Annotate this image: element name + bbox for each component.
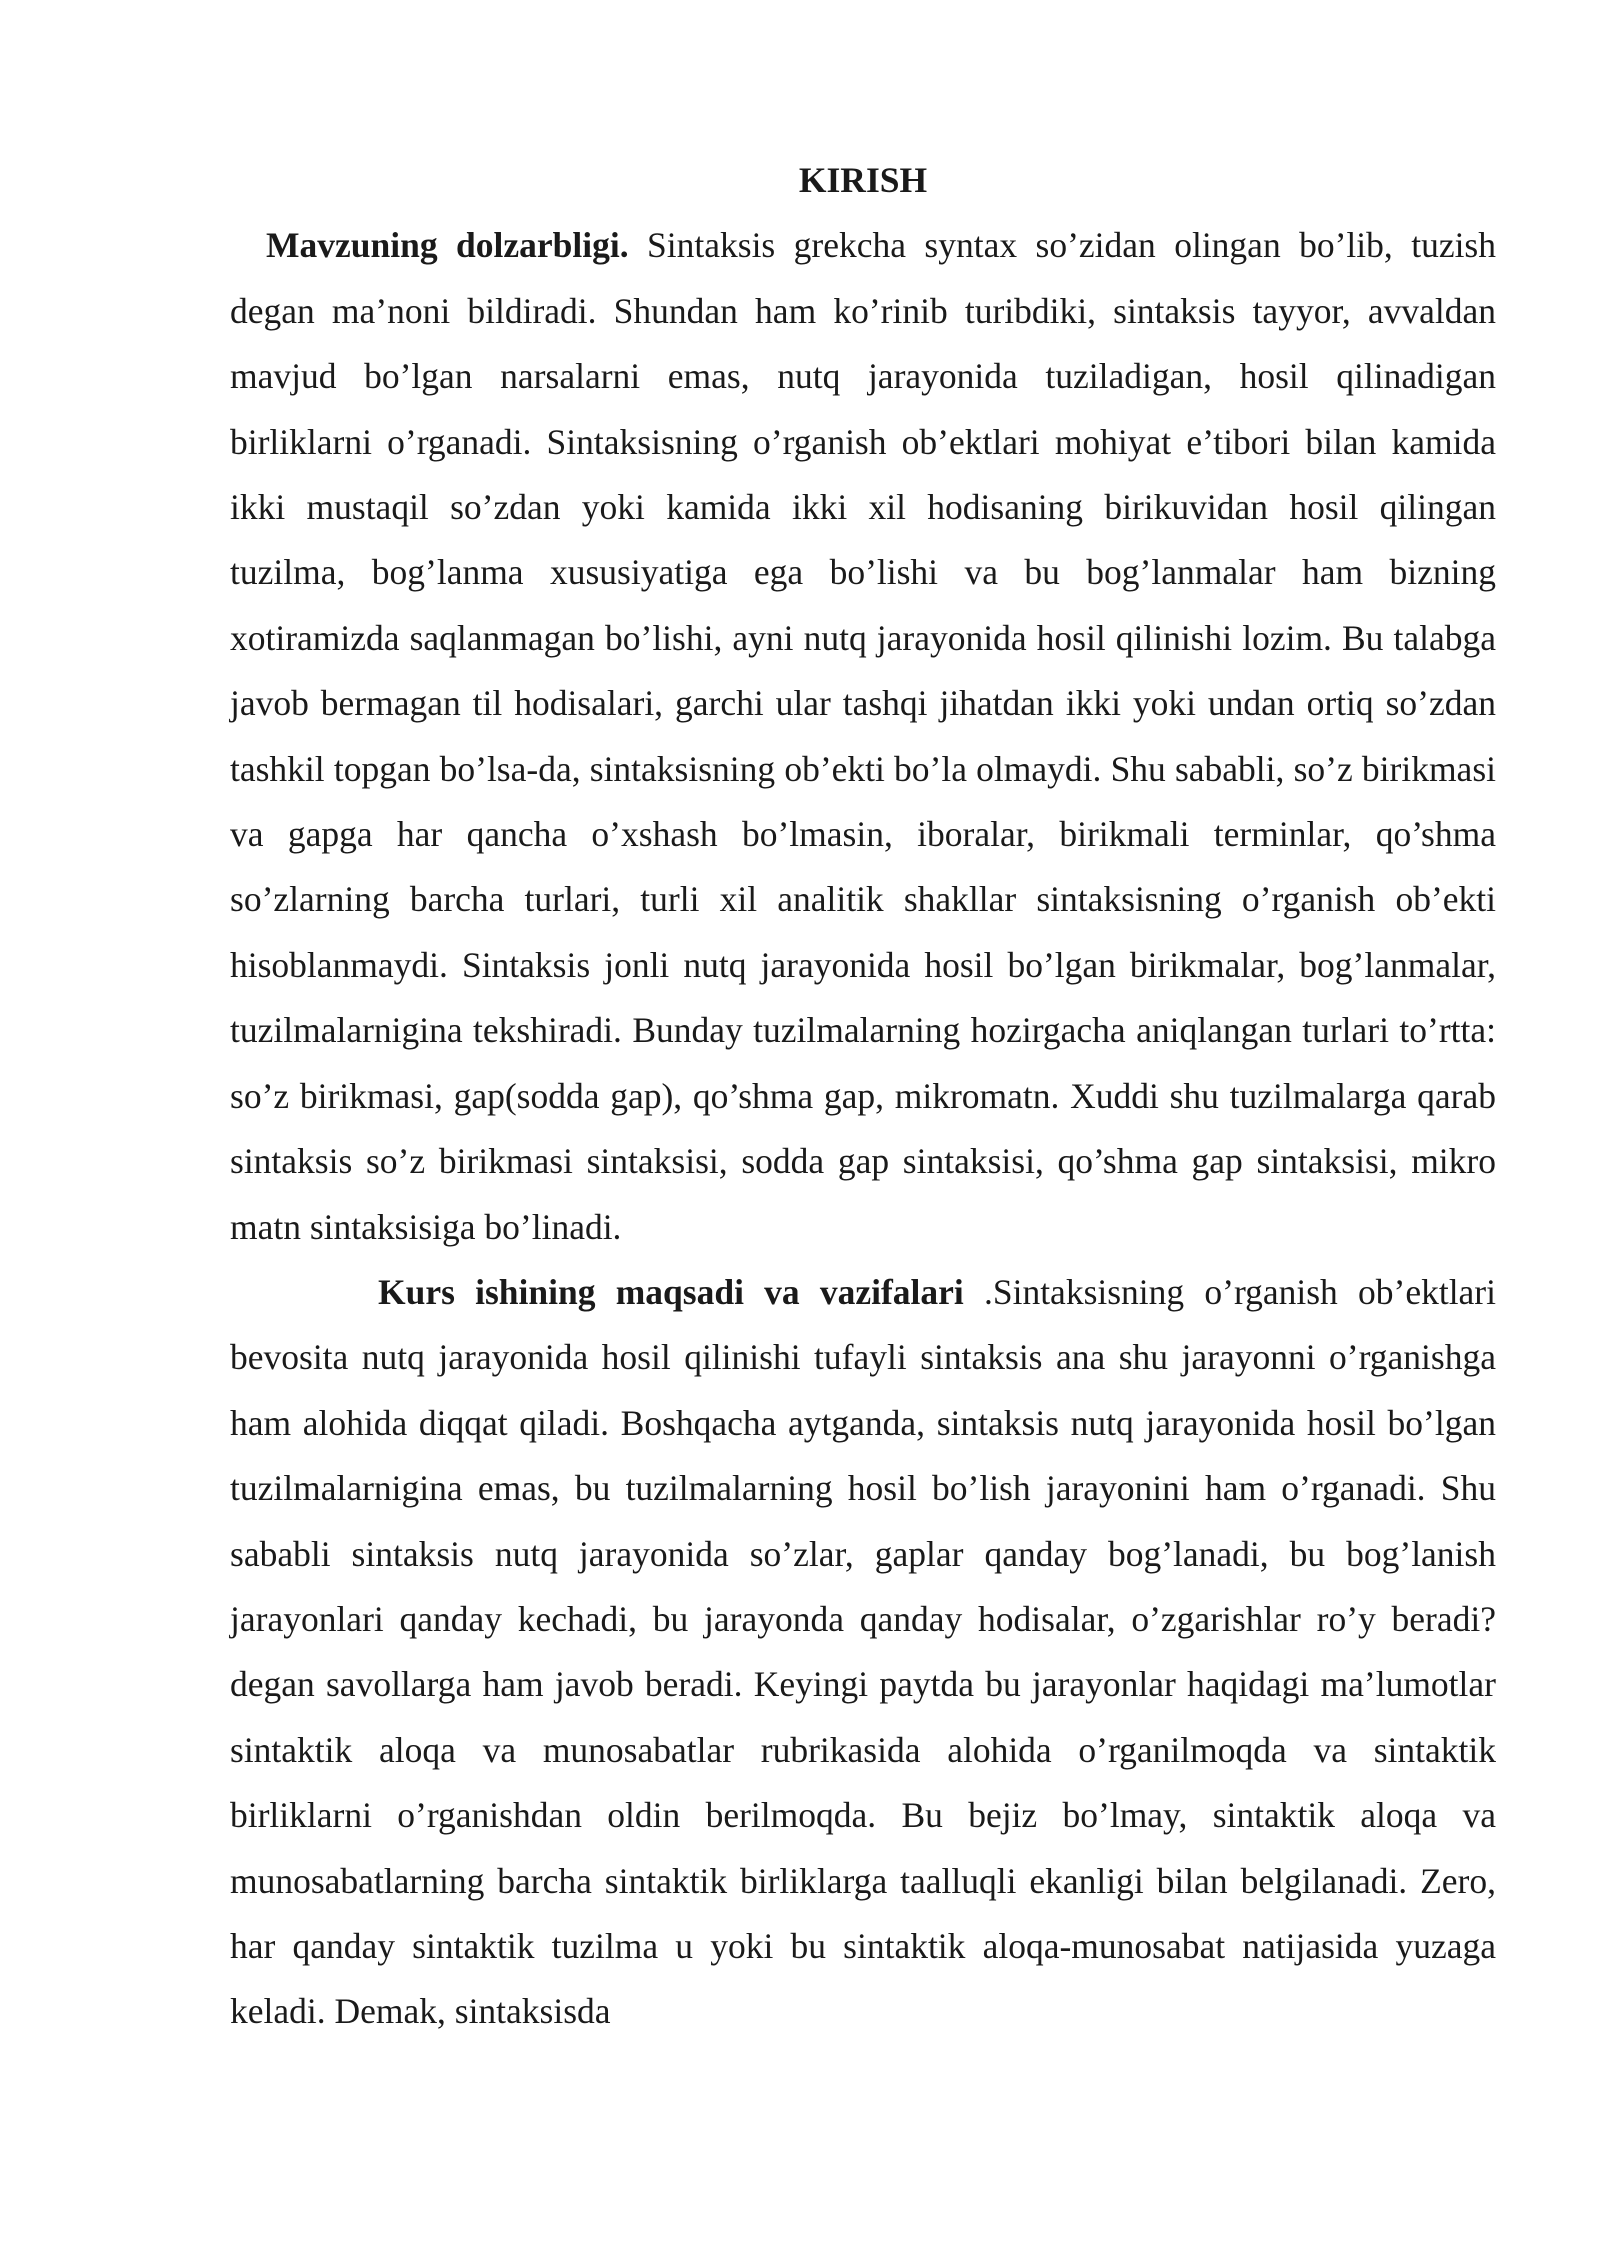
paragraph-goals: [230, 1260, 1496, 2045]
document-page: [230, 148, 1496, 2045]
paragraph-relevance: [230, 213, 1496, 1260]
paragraph-body-relevance: Sintaksis grekcha syntax so’zidan olingan bo’lib, tuzish degan ma’noni bildiradi. Shundan ham ko’rinib turibdiki, sintaksis tayyor, avvaldan mavjud bo’lgan narsalarni emas, nutq jarayonida tuziladigan, hosil qilinadigan birliklarni o’rganadi. Sintaksisning o’rganish ob’ektlari mohiyat e’tibori bilan kamida ikki mustaqil so’zdan yoki kamida ikki xil hodisaning birikuvidan hosil qilingan tuzilma, bog’lanma xususiyatiga ega bo’lishi va bu bog’lanmalar ham bizning xotiramizda saqlanmagan bo’lishi, ayni nutq jarayonida hosil qilinishi lozim. Bu talabga javob bermagan til hodisalari, garchi ular tashqi jihatdan ikki yoki undan ortiq so’zdan tashkil topgan bo’lsa-da, sintaksisning ob’ekti bo’la olmaydi. Shu sababli, so’z birikmasi va gapga har qancha o’xshash bo’lmasin, iboralar, birikmali terminlar, qo’shma so’zlarning barcha turlari, turli xil analitik shakllar sintaksisning o’rganish ob’ekti hisoblanmaydi. Sintaksis jonli nutq jarayonida hosil bo’lgan birikmalar, bog’lanmalar, tuzilmalarnigina tekshiradi. Bunday tuzilmalarning hozirgacha aniqlangan turlari to’rtta: so’z birikmasi, gap(sodda gap), qo’shma gap, mikromatn. Xuddi shu tuzilmalarga qarab sintaksis so’z birikmasi sintaksisi, sodda gap sintaksisi, qo’shma gap sintaksisi, mikro matn sintaksisiga bo’linadi.: [230, 225, 1496, 1247]
page-title: KIRISH: [798, 160, 928, 200]
paragraph-body-goals: .Sintaksisning o’rganish ob’ektlari bevosita nutq jarayonida hosil qilinishi tufayli sintaksis ana shu jarayonni o’rganishga ham alohida diqqat qiladi. Boshqacha aytganda, sintaksis nutq jarayonida hosil bo’lgan tuzilmalarnigina emas, bu tuzilmalarning hosil bo’lish jarayonini ham o’rganadi. Shu sababli sintaksis nutq jarayonida so’zlar, gaplar qanday bog’lanadi, bu bog’lanish jarayonlari qanday kechadi, bu jarayonda qanday hodisalar, o’zgarishlar ro’y beradi? degan savollarga ham javob beradi. Keyingi paytda bu jarayonlar haqidagi ma’lumotlar sintaktik aloqa va munosabatlar rubrikasida alohida o’rganilmoqda va sintaktik birliklarni o’rganishdan oldin berilmoqda. Bu bejiz bo’lmay, sintaktik aloqa va munosabatlarning barcha sintaktik birliklarga taalluqli ekanligi bilan belgilanadi. Zero, har qanday sintaktik tuzilma u yoki bu sintaktik aloqa-munosabat natijasida yuzaga keladi. Demak, sintaksisda: [230, 1271, 1496, 2032]
paragraph-heading-relevance: Mavzuning dolzarbligi.: [266, 225, 629, 266]
paragraph-heading-goals: Kurs ishining maqsadi va vazifalari: [378, 1271, 964, 1312]
